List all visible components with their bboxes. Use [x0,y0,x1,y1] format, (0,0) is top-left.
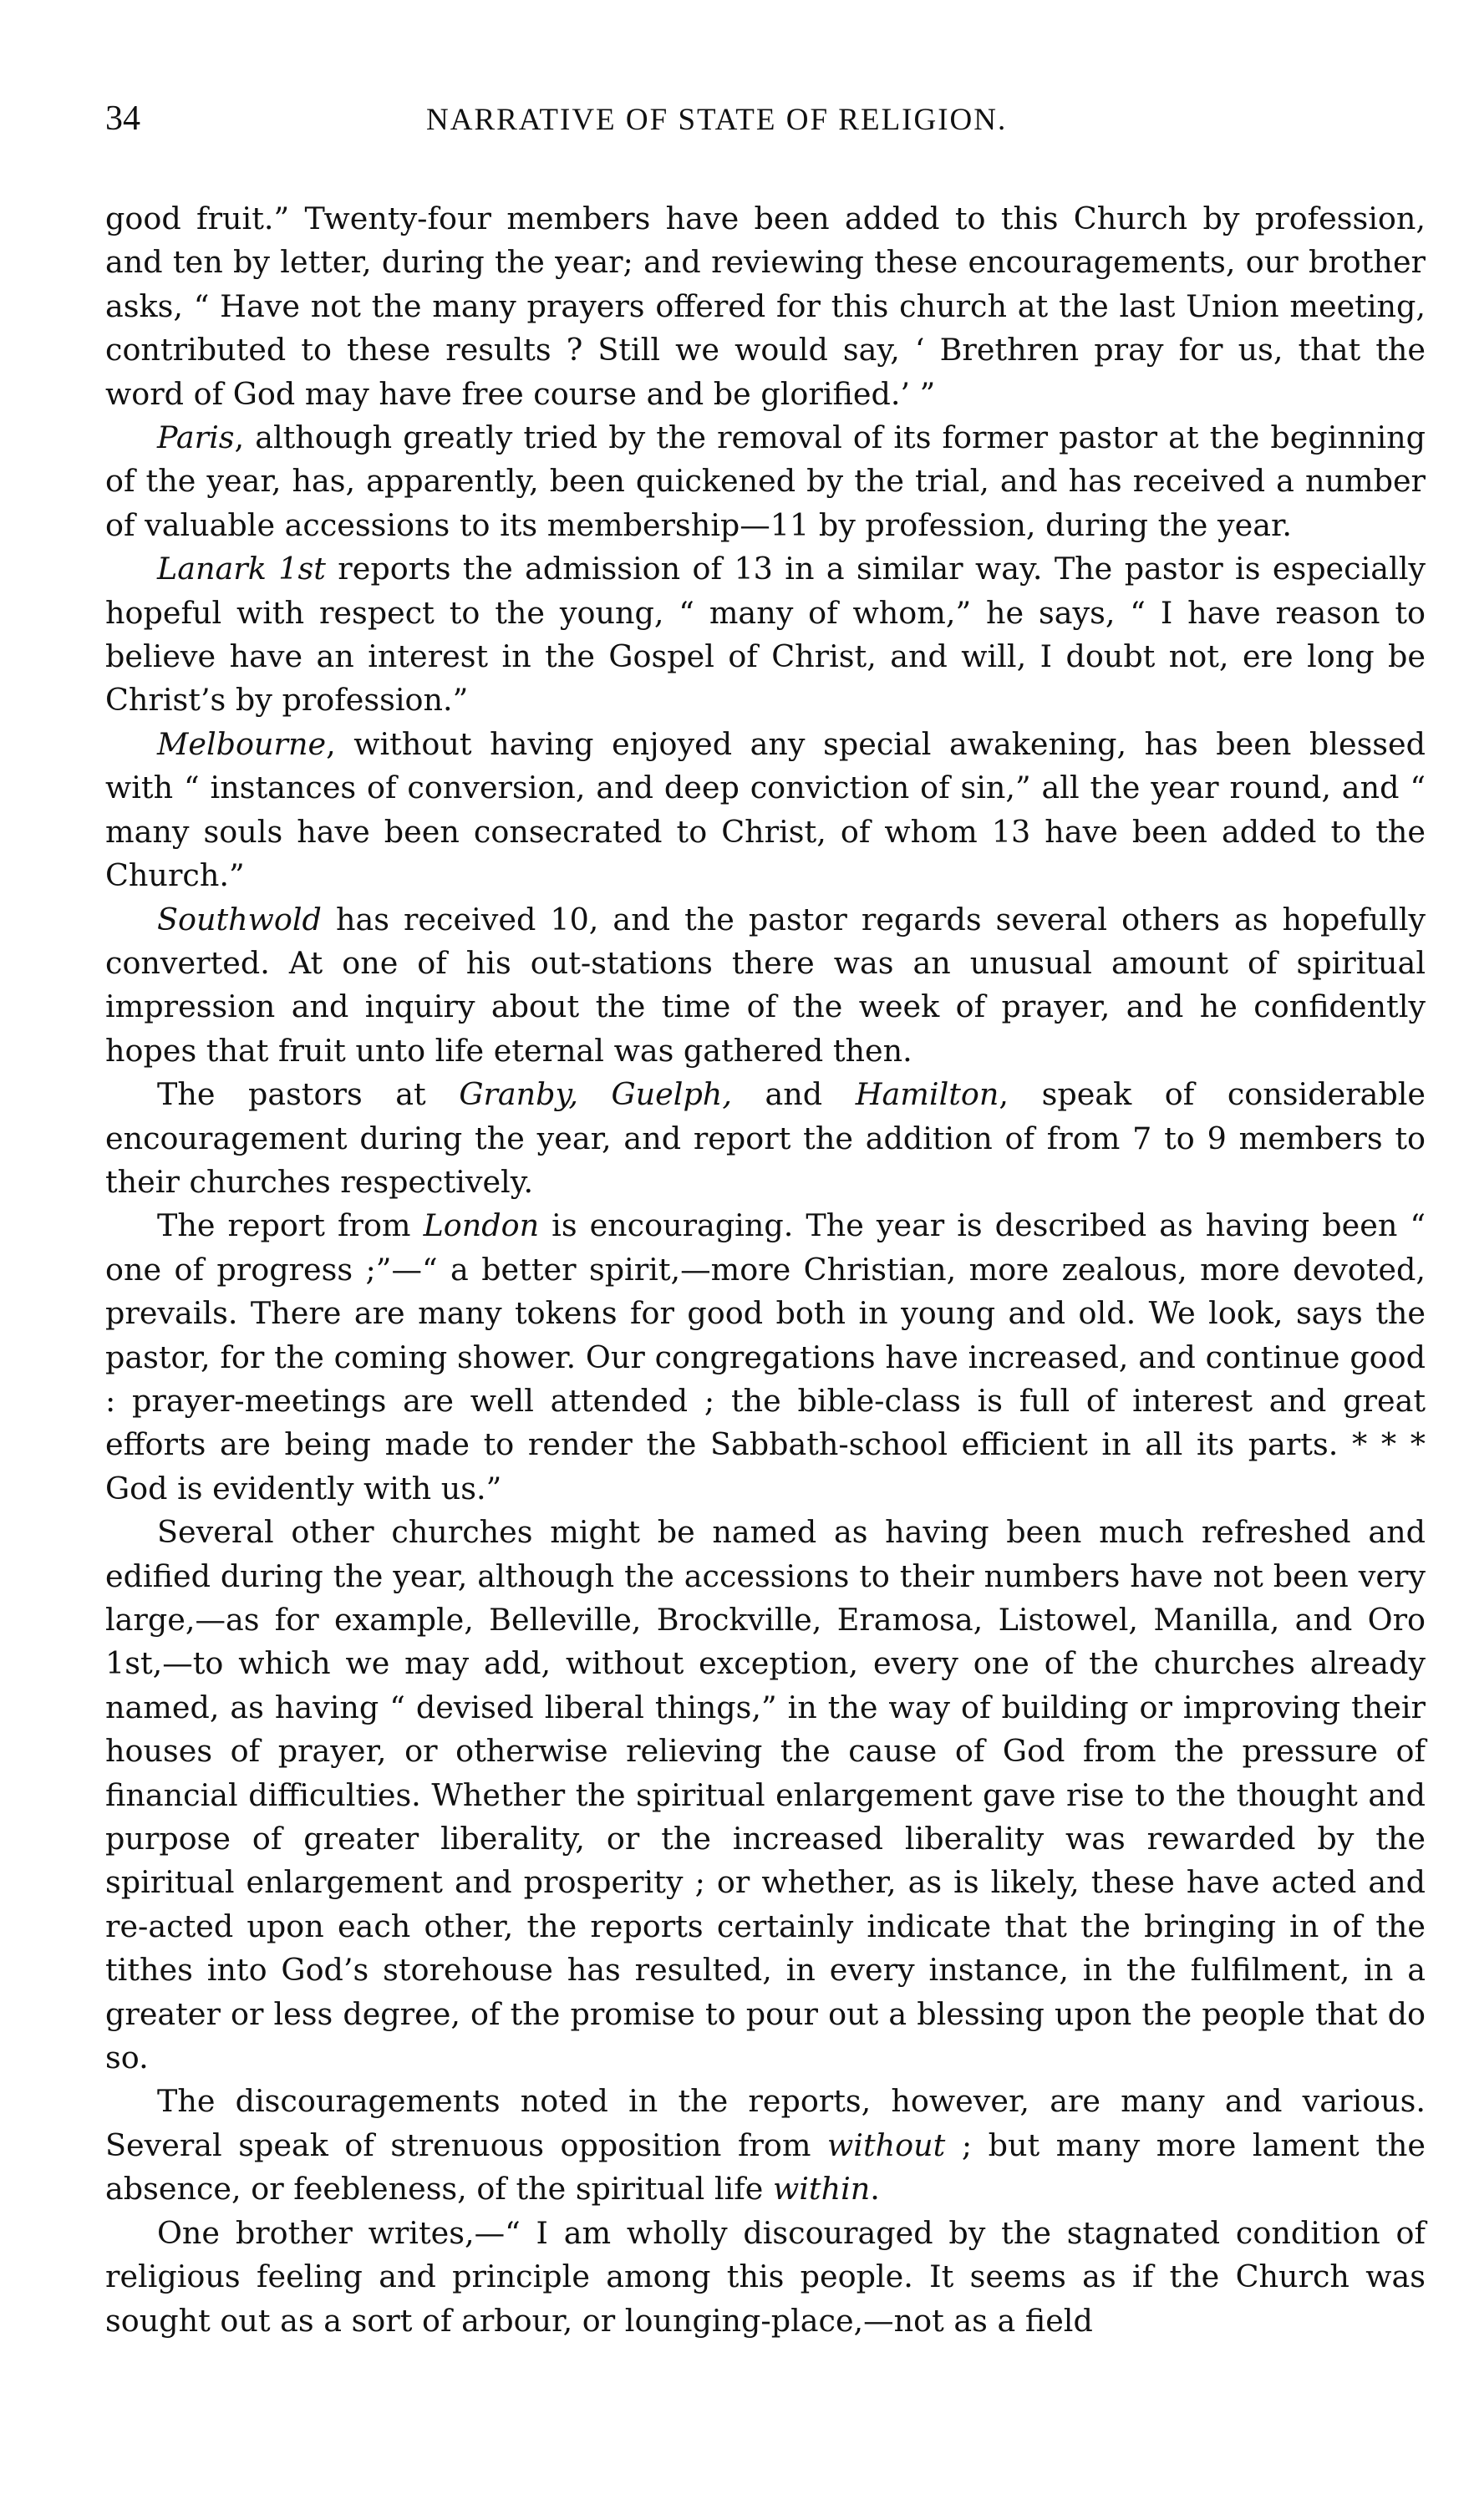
text-run: good fruit.” Twenty-four members have been added to this Church by profession, and ten by letter, during the year; and reviewing these encouragements, our brother asks, “ Have not the many prayers offered for this church at the last Union meeting, contributed to these results ? Still we would say, ‘ Brethren pray for us, that the word of God may have free course and be glorified.’ ” [105,201,1426,412]
text-run: has received 10, and the pastor regards several others as hopefully converted. At one of his out-stations there was an unusual amount of spiritual impression and inquiry about the time of the week of prayer, and he confidently hopes that fruit unto life eternal was gathered then. [105,901,1426,1069]
paragraph [105,723,1426,898]
place-name: London [423,1207,540,1244]
paragraph [105,547,1426,723]
place-name: Hamilton [855,1076,999,1113]
paragraph [105,1073,1426,1204]
paragraph [105,1204,1426,1511]
page [105,99,1426,2343]
text-run: and [731,1076,856,1113]
text-run: , although greatly tried by the removal of its former pastor at the beginning of the year, has, apparently, been quickened by the trial, and has received a number of valuable accessions to its membership—11 by profession, during the year. [105,419,1426,543]
text-run: reports the admission of 13 in a similar way. The pastor is especially hopeful with respect to the young, “ many of whom,” he says, “ I have reason to believe have an interest in the Gospel of Christ, and will, I doubt not, ere long be Christ’s by profession.” [105,551,1426,719]
running-title: NARRATIVE OF STATE OF RELIGION. [426,103,1008,137]
paragraph [105,898,1426,1074]
place-name: Southwold [157,901,322,937]
paragraph [105,416,1426,547]
emphasis: without [827,2126,946,2163]
text-run: The report from [157,1207,424,1244]
text-run: The pastors at [157,1076,460,1113]
place-name: Lanark 1st [157,551,326,587]
emphasis: within [773,2171,871,2208]
page-number: 34 [105,99,140,138]
text-run: is encouraging. The year is described as having been “ one of progress ;”—“ a better spirit,—more Christian, more zealous, more devoted, prevails. There are many tokens for good both in young and old. We look, says the pastor, for the coming shower. Our congregations have increased, and continue good : prayer-meetings are well attended ; the bible-class is full of interest and great efforts are being made to render the Sabbath-school efficient in all its parts. * * * God is evidently with us.” [105,1207,1426,1506]
text-run: , speak of considerable encouragement during the year, and report the addition of from 7 to 9 members to their churches respectively. [105,1076,1426,1200]
paragraph [105,2212,1426,2343]
paragraph [105,197,1426,416]
body-text [105,197,1426,2343]
text-run: One brother writes,—“ I am wholly discouraged by the stagnated condition of religious feeling and principle among this people. It seems as if the Church was sought out as a sort of arbour, or lounging-place,—not as a field [105,2214,1426,2339]
place-name: Paris [157,419,235,456]
paragraph [105,2080,1426,2211]
text-run: . [870,2171,880,2208]
paragraph [105,1511,1426,2080]
place-name: Granby, Guelph, [459,1076,732,1113]
text-run: , without having enjoyed any special awakening, has been blessed with “ instances of conversion, and deep conviction of sin,” all the year round, and “ many souls have been consecrated to Christ, of whom 13 have been added to the Church.” [105,725,1426,894]
running-head [105,99,1426,149]
text-run: Several other churches might be named as having been much refreshed and edified during the year, although the accessions to their numbers have not been very large,—as for example, Belleville, Brockville, Eramosa, Listowel, Manilla, and Oro 1st,—to which we may add, without exception, every one of the churches already named, as having “ devised liberal things,” in the way of building or improving their houses of prayer, or otherwise relieving the cause of God from the pressure of financial difficulties. Whether the spiritual enlargement gave rise to the thought and purpose of greater liberality, or the increased liberality was rewarded by the spiritual enlargement and prosperity ; or whether, as is likely, these have acted and re-acted upon each other, the reports certainly indicate that the bringing in of the tithes into God’s storehouse has resulted, in every instance, in the fulfilment, in a greater or less degree, of the promise to pour out a blessing upon the people that do so. [105,1514,1426,2076]
text-run: ; but many more lament the absence, or feebleness, of the spiritual life [105,2126,1426,2208]
text-run: The discouragements noted in the reports, however, are many and various. Several speak of strenuous opposition from [105,2083,1426,2163]
place-name: Melbourne [157,725,327,762]
